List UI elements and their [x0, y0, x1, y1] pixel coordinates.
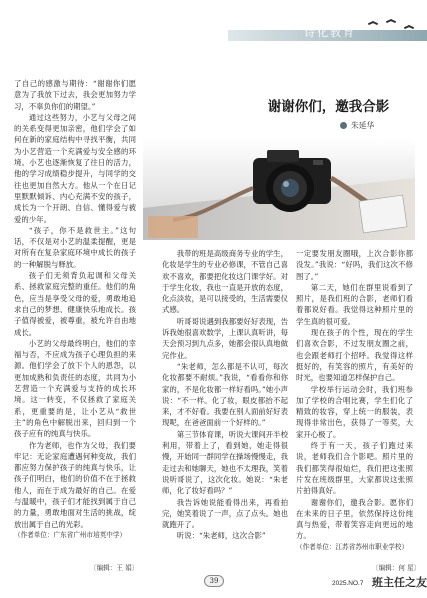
- paragraph: 学校举行运动会时，我们班参加了学校的合唱比赛，学生们化了精致的妆容，穿上统一的服装，表现得非常出色，获得了一等奖，大家开心极了。: [296, 384, 413, 439]
- flying-birds-icon: [360, 18, 420, 42]
- paragraph: 我带的班是高级商务专业的学生，化妆是学生的专业必修课，不管自己喜欢不喜欢，都要把化妆这门课学好。对于学生化妆，我也一直是开放的态度，化点淡妆，是可以接受的，生活需要仪式感。: [162, 249, 288, 315]
- page-header: [0, 0, 427, 48]
- author-dot-icon: [340, 122, 347, 129]
- paragraph: （作者单位：江苏省苏州市职业学校）: [296, 542, 409, 551]
- paragraph: 作为老师，也作为父母，我们要牢记：无论家庭遭遇何种变故，我们都应努力保护孩子的纯真与快乐，让孩子们明白，他们的价值不在于拯救他人，而在于成为最好的自己。在爱与温暖中，孩子们才能找到属于自己的力量，勇敢地面对生活的挑战，绽放出属于自己的光彩。: [14, 440, 136, 529]
- left-editor-credit: 〔编辑：王 娟〕: [90, 564, 139, 572]
- column-title: 诗化教育: [304, 27, 356, 39]
- paragraph: 听哥哥说遇到我都要好好表现，告诉我她很喜欢数学，上课认真听讲，每天会预习到九点多，她都会很认真地做完作业。: [162, 316, 288, 360]
- paragraph: 我告诉她说能看得出来，再看拍完，她笑着说了一声，点了点头。她也就跑开了。: [162, 497, 288, 530]
- paragraph: （作者单位：广东省广州市培英中学）: [14, 530, 127, 539]
- paragraph: 谢谢你们，邀我合影。愿你们在未来的日子里，依然保持这份纯真与热爱，带着笑容走向更远的地方。: [296, 497, 413, 541]
- author-name: 朱延华: [351, 121, 375, 130]
- paragraph: 终于有一天，孩子们跑过来说，老师我们合个影吧。照片里的我们都笑得很灿烂，我们把这张照片发在班级群里，大家都说这张照片拍得真好。: [296, 441, 413, 496]
- middle-text-column: [162, 248, 288, 542]
- issue-number: 2025.NO.7: [332, 580, 364, 587]
- page-number: 39: [204, 575, 224, 587]
- magazine-title: 班主任之友: [372, 576, 427, 589]
- article-title: 谢谢你们，邀我合影: [267, 99, 390, 115]
- paragraph: 一定要发朋友圈哦，上次合影你都没发。”我说：“好吗，我们这次不修图了。”: [296, 249, 413, 281]
- paragraph: 听说：“朱老师，这次合影”: [176, 531, 266, 541]
- paragraph: “孩子，你不是救世主。”这句话，不仅是对小艺的温柔提醒，更是对所有在复杂家庭环境中成长的孩子的一种解脱与释放。: [14, 225, 136, 269]
- right-editor-credit: 〔编辑：何 星〕: [372, 564, 421, 572]
- right-text-column: [296, 248, 413, 553]
- left-text-column: [14, 78, 136, 541]
- paragraph: 通过这些努力，小艺与父母之间的关系变得更加亲密，他们学会了如何在新的家庭结构中寻找平衡，共同为小艺营造一个充满爱与安全感的环境。小艺也逐渐恢复了往日的活力，他的学习成绩稳步提升，与同学的交往也更加自然大方。他从一个在日记里默默倾诉、内心充满不安的孩子，成长为一个开朗、自信、懂得爱与被爱的少年。: [14, 112, 136, 224]
- paragraph: 小艺的父母最终明白，他们的幸福与否，不应成为孩子心理负担的来源。他们学会了放下个人的恩怨，以更加成熟和负责任的态度，共同为小艺营造一个充满爱与支持的成长环境。这一转变，不仅拯救了家庭关系，更重要的是，让小艺从“救世主”的角色中解脱出来，回归到一个孩子应有的纯真与快乐。: [14, 338, 136, 439]
- paragraph: 现在孩子的个性，现在的学生们喜欢合影，不过发朋友圈之前，也会跟老师打个招呼。我觉得这样挺好的，有笑容的照片，有美好的时光，也要知道怎样保护自己。: [296, 328, 413, 383]
- paragraph: 了自己的感激与期待：“谢谢你们愿意为了我放下过去，我会更加努力学习，不辜负你们的期望。”: [14, 79, 136, 111]
- paragraph: 孩子们无须背负起调和父母关系、拯救家庭完整的重任。他们的角色，应当是享受父母的爱，勇敢地追求自己的梦想、健康快乐地成长。孩子值得被爱，被尊重，被允许自由地成长。: [14, 271, 136, 337]
- paragraph: “朱老师，怎么都是不认可，每次化妆都要不耐烦。”我说，“看看你和你家的，不是化妆都一样好看吗。”她小声说：“不一样。化了妆，眼皮都抬不起来，才不好看。我要在别人面前好好表现呢，在爸爸面前一个好样的。”: [162, 361, 288, 428]
- paragraph: 第二天，她们在群里说看到了照片，是我们班的合影，老师们看着都说好看。我觉得这种照片里的学生真的很可爱。: [296, 282, 413, 326]
- byline: [340, 120, 374, 131]
- paragraph: 第三节体育课，听说大课间开半校利用，带着上了，看到她，她走得很慢，开始同一群同学在操场慢慢走，我走过去和她聊天，她也不太理我，笑着说听哥说了，这次化妆。她说：“朱老师，化了妆好看吗？”: [162, 429, 288, 496]
- camera-photo: [143, 138, 415, 240]
